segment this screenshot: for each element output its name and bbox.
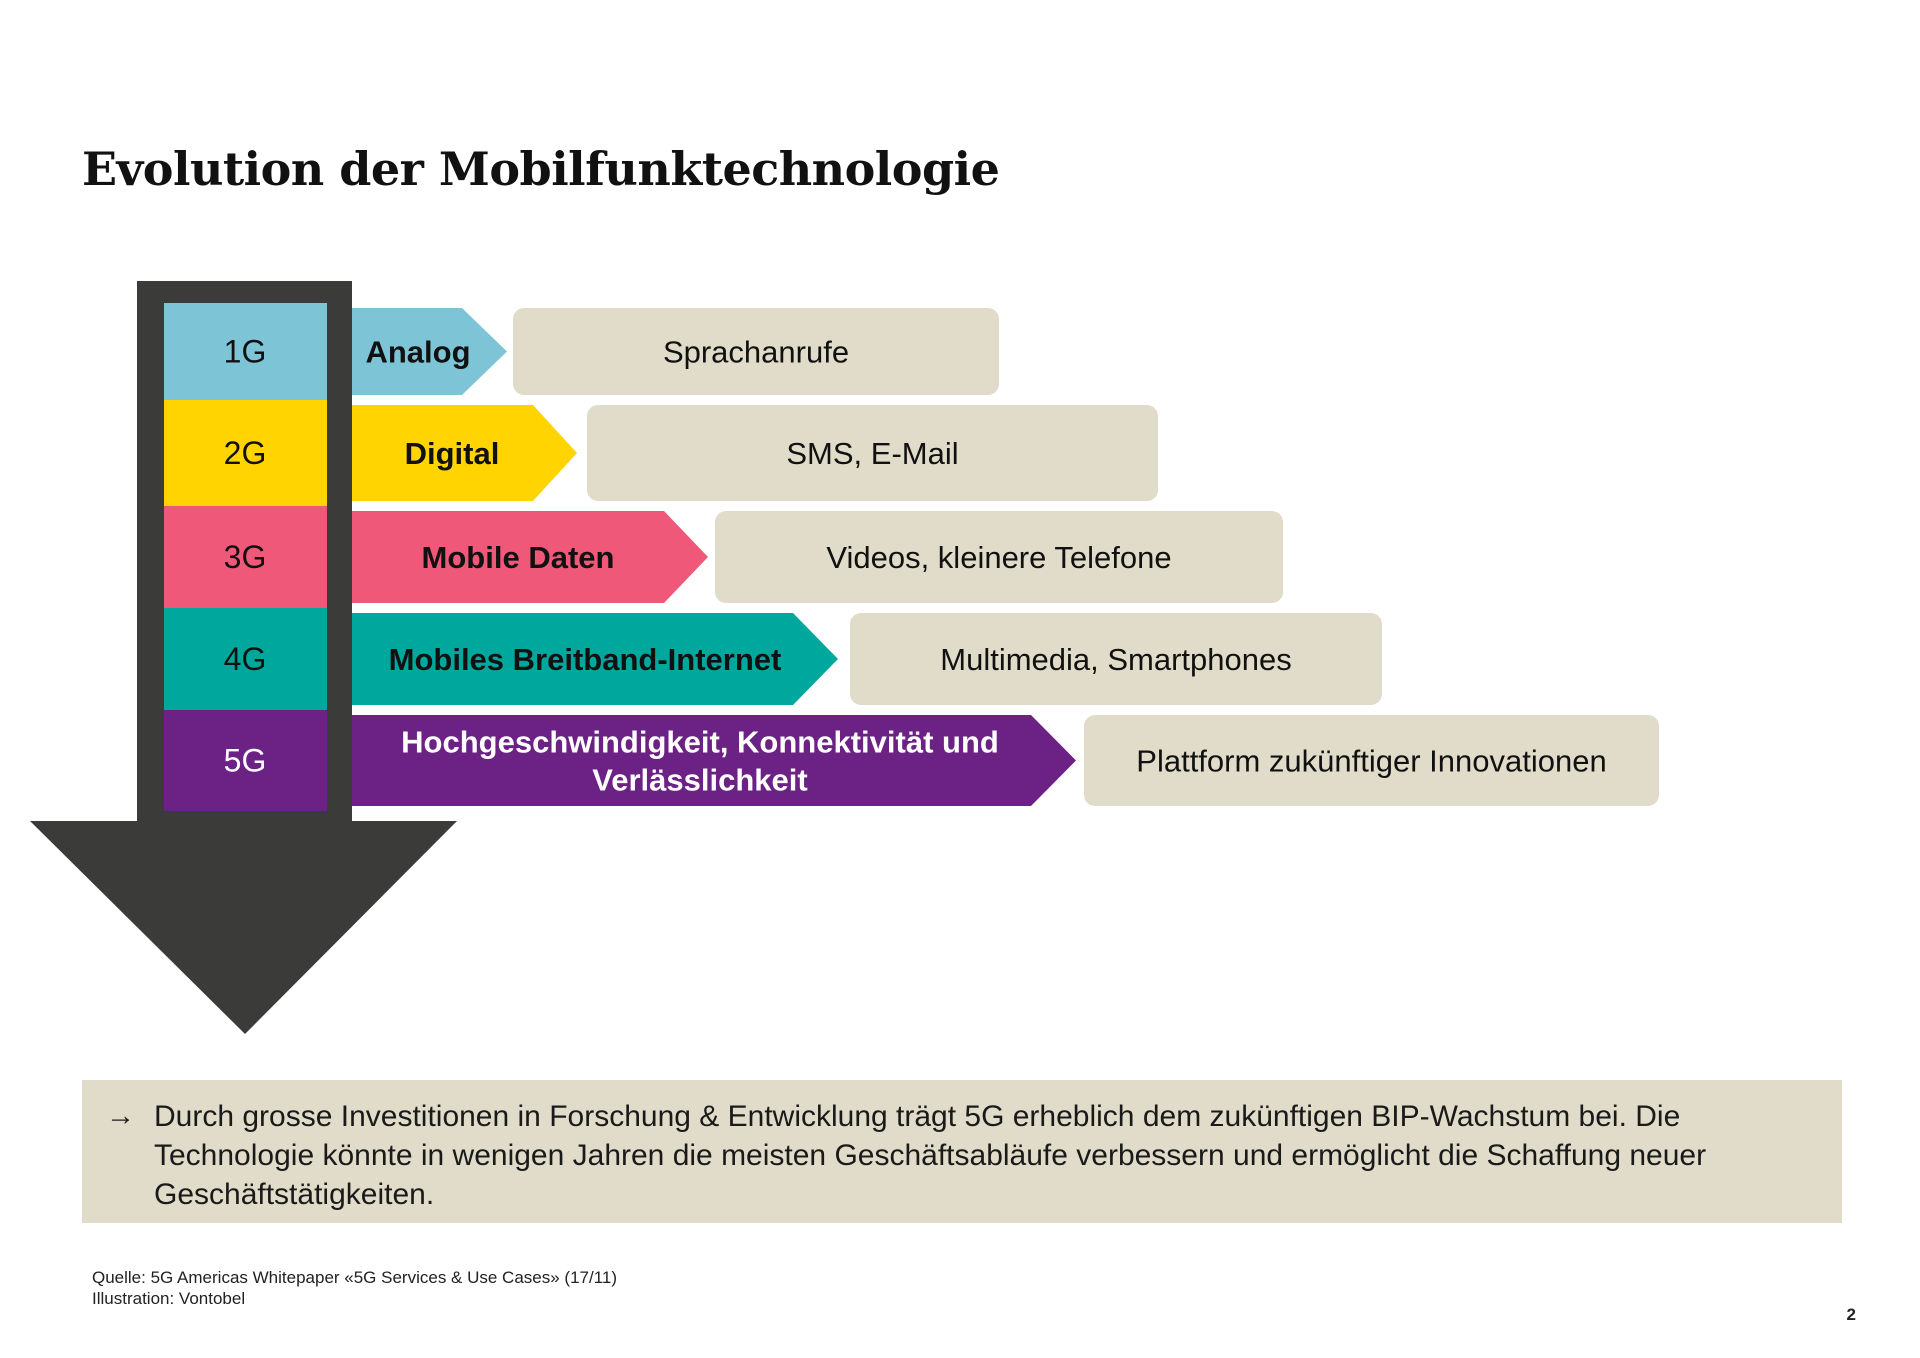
page-title: Evolution der Mobilfunktechnologie [82,142,1000,196]
summary-text: Durch grosse Investitionen in Forschung & Entwicklung trägt 5G erheblich dem zukünftigen BIP-Wachstum bei. Die Technologie könnte in wenigen Jahren die meisten Geschäftsabläufe verbessern und ermöglicht die Schaffung neuer Geschäftstätigkeiten. [154,1100,1707,1211]
generation-label: 3G [223,539,267,575]
use-case-label: Sprachanrufe [662,334,850,370]
technology-label: Digital [404,436,500,471]
technology-label: Hochgeschwindigkeit, Konnektivität und Verlässlichkeit [401,724,999,798]
technology-label: Mobile Daten [421,540,615,575]
generation-label: 5G [223,742,267,779]
arrow-right-icon: → [106,1100,135,1132]
technology-label: Mobiles Breitband-Internet [388,642,782,677]
use-case-label: Videos, kleinere Telefone [826,540,1172,575]
use-case-label: Multimedia, Smartphones [940,642,1292,677]
use-case-label: Plattform zukünftiger Innovationen [1136,743,1607,779]
page-number: 2 [1846,1305,1856,1324]
technology-label: Analog [365,334,471,370]
generation-label: 2G [223,435,267,471]
source-note [92,1267,617,1309]
use-case-label: SMS, E-Mail [786,436,959,471]
summary-note [82,1080,1842,1223]
generation-label: 1G [223,333,267,370]
illustration-credit: Illustration: Vontobel [92,1289,246,1308]
source-line: Quelle: 5G Americas Whitepaper «5G Services & Use Cases» (17/11) [92,1268,618,1287]
generation-label: 4G [223,641,267,677]
